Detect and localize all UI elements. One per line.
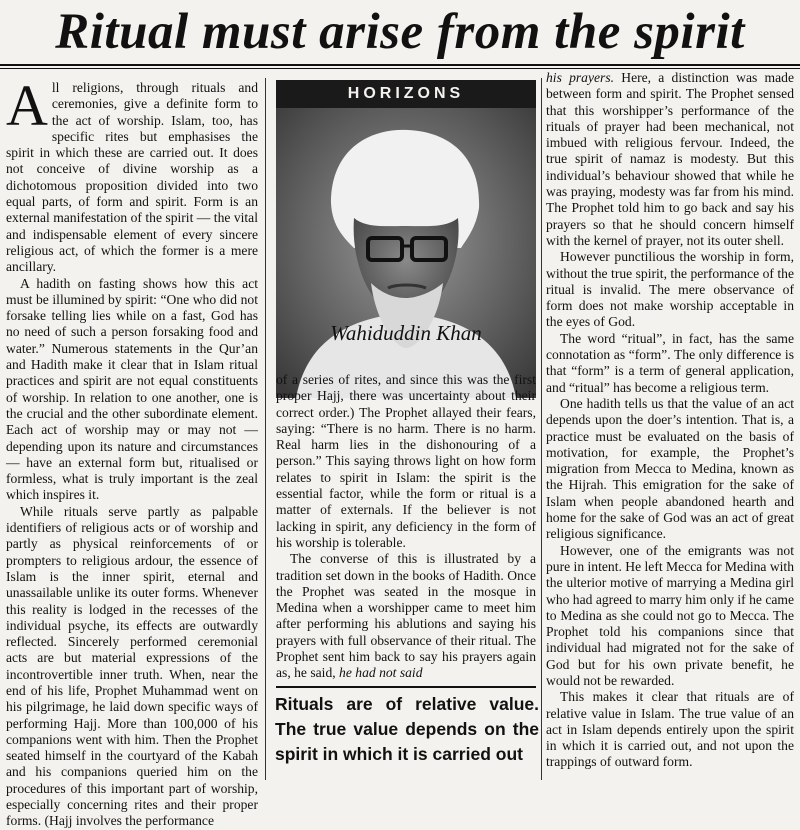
paragraph-intention: One hadith tells us that the value of an act depends upon the doer’s intention. That is, a practice must be evaluated on the basis of motivation, for example, the Prophet’s migration from Mecca to Medina, known as the Hijrah. This emigration for the sake of Islam when people abandoned hearth and home for the sake of God was an act of great religious significance. — [546, 395, 794, 542]
paragraph-conclusion: This makes it clear that rituals are of relative value in Islam. The true value of an act in Islam depends entirely upon the spirit in which it is carried out, and not upon the trappings of outward form. — [546, 689, 794, 770]
converse-emphasis: he had not said — [339, 665, 423, 681]
pullquote-rule — [276, 686, 536, 688]
author-byline: Wahiduddin Khan — [330, 321, 482, 345]
converse-text: The converse of this is illustrated by a tradition set down in the books of Hadith. Once the Prophet was seated in the mosque in Medina when a worshipper came to meet him after performing his ablutions and saying his prayers with full observance of their ritual. The Prophet sent him back to say his prayers again as, he said, — [276, 551, 536, 681]
paragraph-emigrant: However, one of the emigrants was not pure in intent. He left Mecca for Medina with the ulterior motive of marrying a Medina girl who had agreed to marry him only if he came to Medina as she could not go to Mecca. The Prophet told his companions since that individual had migrated not for the sake of God but for his own private benefit, he would not be rewarded. — [546, 542, 794, 688]
paragraph-form-spirit — [546, 70, 794, 249]
paragraph-hadith-fasting: A hadith on fasting shows how this act must be illumined by spirit: “One who did not forsake telling lies while on a fast, God has no need of such a person forsaking food and water.” Numerous statements in the Qur’an and Hadith make it clear that in Islam ritual practices and spirit are not equal constituents of worship. In relation to one another, one is the crucial and the other subordinate element. Each act of worship may or may not — depending upon its nature and circumstances — have an external form but, ritualised or formless, what is truly important is the zeal which inspires it. — [6, 275, 258, 503]
headline: Ritual must arise from the spirit — [55, 4, 745, 60]
article-column-2 — [276, 372, 536, 682]
intro-text: ll religions, through rituals and ceremonies, give a definite form to the act of worship. Islam, too, has specific rites but emphasises the spirit in which these are carried out. It does not conceive of divine worship as a dichotomous proposition divided into two equal parts, of form and spirit. Form is an external manifestation of the spirit — the vital and indispensable element of every sincere religious act, of which the former is a mere ancillary. — [6, 80, 258, 275]
column-divider-1 — [265, 78, 266, 780]
article-column-1 — [6, 73, 258, 829]
headline-rule-top — [0, 64, 800, 66]
paragraph-rituals-essence: While rituals serve partly as palpable identifiers of religious acts or of worship and partly as physical reinforcements of or prompters to religious ardour, the essence of Islam is the inner spirit, eternal and unassailable unlike its outer forms. Whenever this reality is lodged in the recesses of the individual psyche, its effects are outwardly reflected. Sincerely performed ceremonial acts are but material expressions of the incontrovertible inner truth. When, near the end of his life, Prophet Muhammad went on his pilgrimage, he laid down specific ways of performing Hajj. More than 100,000 of his companions went with him. Then the Prophet seated himself in the courtyard of the Kabah and his companions queried him on the procedures of this important part of worship, especially concerning rites and their proper forms. (Hajj involves the performance — [6, 503, 258, 829]
section-banner: HORIZONS — [276, 80, 536, 108]
headline-rule-bottom — [0, 68, 800, 69]
paragraph-intro — [6, 73, 258, 276]
column-divider-2 — [541, 78, 542, 780]
drop-cap: A — [6, 73, 48, 138]
pull-quote: Rituals are of relative value. The true value depends on the spirit in which it is carried out — [275, 694, 539, 764]
paragraph-converse — [276, 551, 536, 681]
author-portrait — [276, 108, 536, 398]
paragraph-hajj: of a series of rites, and since this was the first proper Hajj, there was uncertainty about their correct order.) The Prophet allayed their fears, saying: “There is no harm. There is no harm. Real harm lies in the dishonouring of a person.” This saying throws light on how form relates to spirit in Islam: the spirit is the essential factor, while the form or ritual is a matter of externals. If the believer is not lacking in spirit, any deficiency in the form of his worship is tolerable. — [276, 372, 536, 550]
article-column-3 — [546, 70, 794, 780]
paragraph-ritual-word: The word “ritual”, in fact, has the same connotation as “form”. The only difference is that “form” is a term of general application, and “ritual” has become a religious term. — [546, 330, 794, 395]
form-spirit-text: Here, a distinction was made between form and spirit. The Prophet sensed that this worshipper’s performance of the rituals of prayer had been mechanical, not imbued with religious fervour. Indeed, the true spirit of namaz is modesty. But this individual’s behaviour showed that while he was praying, modesty was far from his mind. The Prophet told him to go back and say his prayers so that he should concern himself with the kernel of prayer, not its outer shell. — [546, 70, 794, 248]
prayers-emphasis: his prayers. — [546, 70, 615, 85]
paragraph-punctilious: However punctilious the worship in form, without the true spirit, the performance of the ritual is invalid. The mere observance of form does not make worship acceptable in the eyes of God. — [546, 249, 794, 330]
